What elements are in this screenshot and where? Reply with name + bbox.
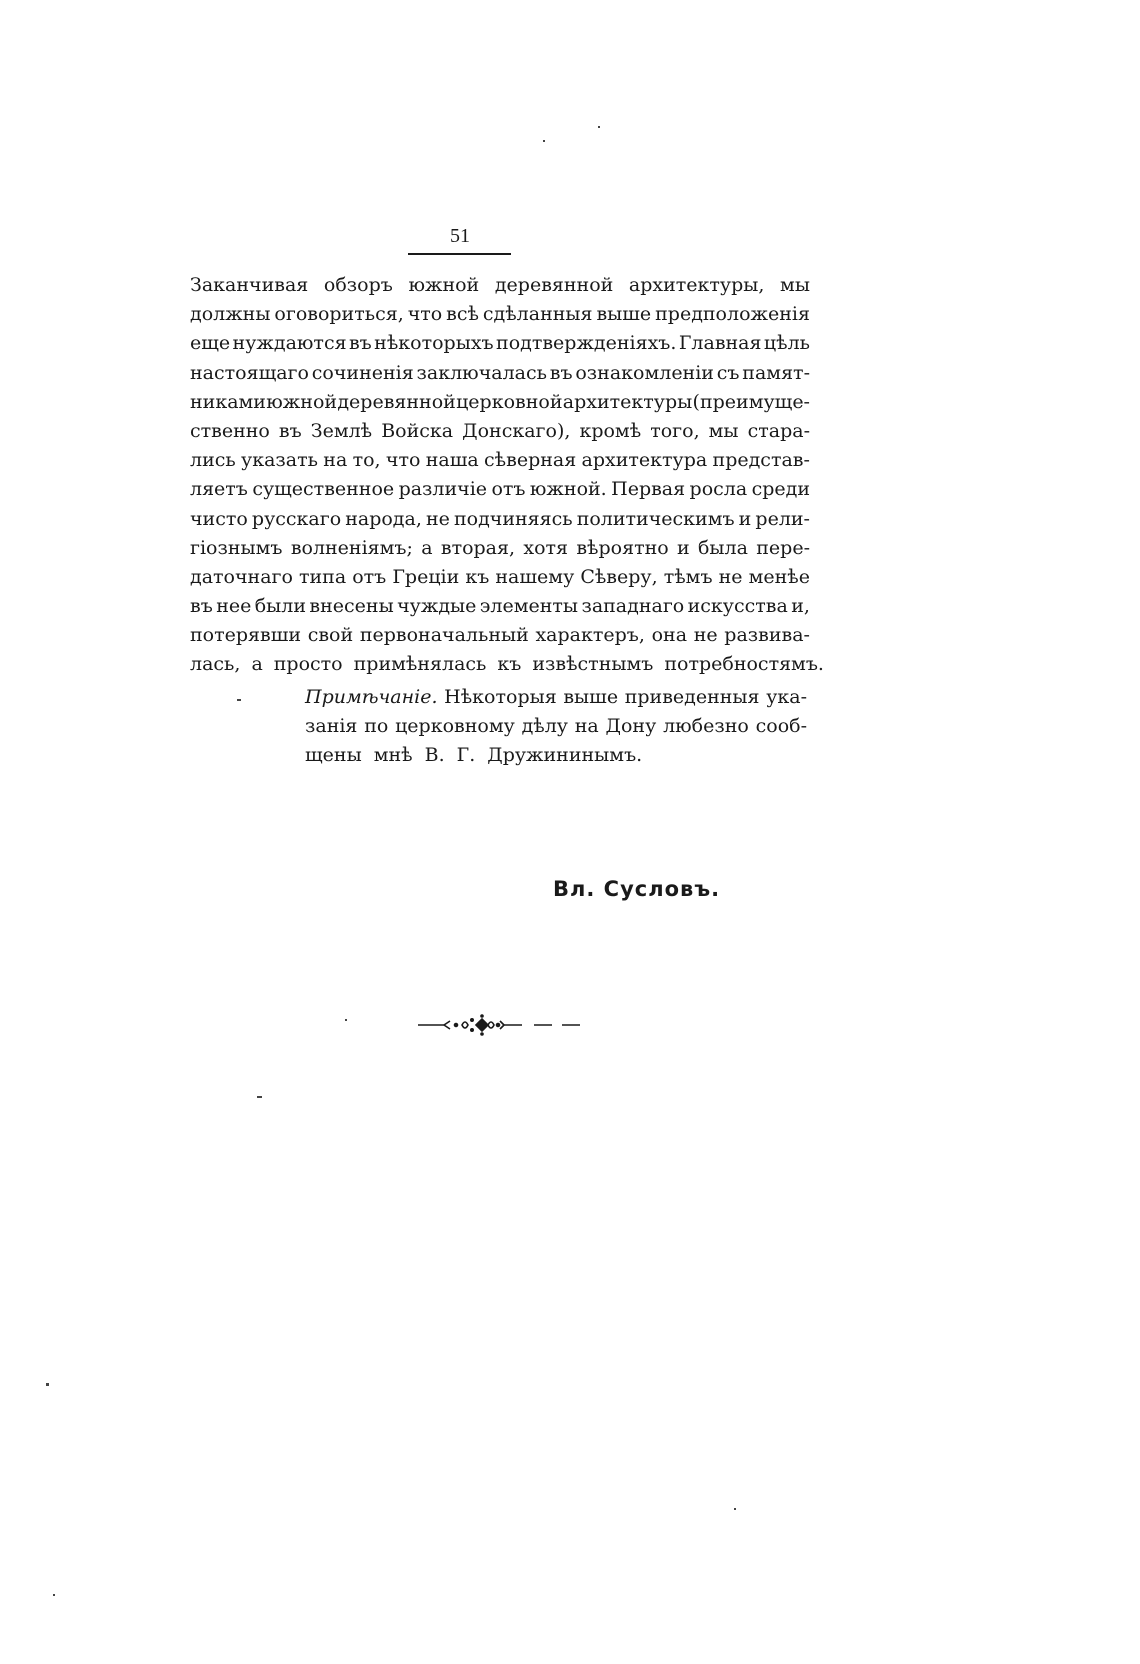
note-line [305,683,807,712]
word: должны [190,303,271,326]
word: просто [273,653,343,676]
paper-speck [543,140,545,142]
text-line [190,505,810,534]
word: и [738,507,752,530]
word: архитектуры, [628,274,765,296]
word: потерявши [190,624,302,647]
word: сдѣланныя [482,303,593,326]
word: всѣ [446,303,479,326]
word: выше [596,303,652,326]
word: вторая, [440,536,516,559]
main-paragraph [190,271,824,680]
word: русскаго [251,507,342,530]
paper-speck [257,1096,262,1098]
word: элементы [479,595,579,618]
text-line [190,563,810,592]
text-line [190,534,810,563]
word: примѣнялась [353,653,487,676]
text-line [190,388,810,417]
word: была [697,536,748,559]
word: заключалась [416,361,547,384]
word: наша [425,449,479,472]
text-line [190,592,810,621]
word: отъ [352,565,387,588]
word: отъ [491,478,526,501]
word: то, [352,449,381,472]
word: съ [716,361,740,384]
word: не [718,565,743,588]
word: она [651,624,688,647]
word: что [385,449,421,472]
word: Войска [381,419,454,442]
word: церковному [395,715,515,737]
word: менѣе [748,565,810,588]
word: сооб- [755,715,807,737]
text-line [190,271,810,300]
word: Первая [611,478,686,501]
word: Сѣверу, [580,565,658,588]
word: извѣстнымъ [532,653,654,676]
word: деревянной [494,274,614,296]
word: архитектуры [562,390,693,413]
word: вѣроятно [576,536,669,559]
ornamental-divider-icon [418,1013,598,1037]
word: чуждые [397,595,477,618]
word: а [421,536,433,559]
page-number-rule [408,253,511,255]
word: ляетъ [190,478,248,501]
word: народа, [345,507,422,530]
text-line [190,446,810,475]
word: ознакомленіи [575,361,714,384]
word: мы [780,274,810,296]
word: Донскаго), [462,419,571,442]
word: росла [689,478,748,501]
word: щены [305,744,362,766]
word: не [693,624,718,647]
author-signature: Вл. Сусловъ. [553,877,721,901]
word: представ- [712,449,810,472]
word: южной. [529,478,607,501]
word: Дону [605,715,657,737]
word: характеръ, [535,624,645,647]
footnote [305,683,807,770]
word: къ [465,565,490,588]
word: ука- [766,686,807,708]
paper-speck [345,1019,347,1021]
word: сѣверная [484,449,577,472]
word: В. [424,744,445,766]
word: въ [190,595,213,618]
word: волненіямъ; [290,536,413,559]
word: Заканчивая [190,274,309,296]
text-line [190,475,810,504]
word: деревянной [337,390,456,413]
word: различіе [398,478,488,501]
word: искусства [687,595,788,618]
word: нее [216,595,252,618]
word: архитектура [581,449,708,472]
word: рели- [755,507,810,530]
word: по [364,715,389,737]
word: нуждаются [232,332,347,355]
word: лись [190,449,236,472]
word: любезно [663,715,749,737]
note-label: Примѣчаніе. [305,686,438,708]
word: не [425,507,450,530]
word: Г. [456,744,476,766]
word: въ [549,361,573,384]
word: настоящаго [190,361,309,384]
word: сочиненія [311,361,414,384]
word: въ [348,332,372,355]
word: ственно [190,419,270,442]
word: гіознымъ [190,536,283,559]
word: и [677,536,690,559]
word: церковной [456,390,563,413]
page-number: 51 [450,225,470,247]
word: свой [307,624,354,647]
word: что [407,303,443,326]
text-line [190,417,810,446]
word: развива- [724,624,810,647]
word: западнаго [581,595,685,618]
word: на [323,449,348,472]
word: еще [190,332,231,355]
word: а [251,653,263,676]
word: Нѣкоторыя [444,686,557,708]
word: потребностямъ. [664,653,824,676]
word: того, [650,419,700,442]
word: и, [791,595,810,618]
word: мнѣ [373,744,413,766]
text-line [190,300,810,329]
word: хотя [523,536,569,559]
word: памят- [742,361,810,384]
word: никами [190,390,266,413]
word: Главная [678,332,762,355]
word: южной [408,274,480,296]
word: среди [751,478,810,501]
text-line [190,621,810,650]
note-line [305,712,807,741]
word: пере- [756,536,810,559]
word: (преимуще- [692,390,810,413]
text-line [190,650,824,679]
word: были [254,595,307,618]
word: приведенныя [624,686,760,708]
word: стара- [747,419,810,442]
word: Землѣ [310,419,373,442]
word: указать [241,449,318,472]
paper-speck [46,1383,49,1386]
word: даточнаго [190,565,293,588]
word: политическимъ [576,507,735,530]
word: лась, [190,653,241,676]
word: оговориться, [274,303,404,326]
word: первоначальный [359,624,529,647]
word: дѣлу [521,715,568,737]
word: Дружининымъ. [487,744,643,766]
paper-speck [598,126,600,128]
word: нѣкоторыхъ [374,332,494,355]
paper-speck [237,699,241,701]
word: цѣль [763,332,810,355]
text-line [190,359,810,388]
word: обзоръ [323,274,393,296]
word: въ [278,419,302,442]
word: кромѣ [579,419,642,442]
word: къ [497,653,522,676]
word: предположенія [655,303,810,326]
word: тѣмъ [663,565,713,588]
word: Греціи [392,565,460,588]
word: типа [299,565,347,588]
word: существенное [252,478,395,501]
word: чисто [190,507,248,530]
text-line [190,329,810,358]
word: на [574,715,599,737]
word: нашему [495,565,575,588]
paper-speck [53,1594,55,1596]
note-line [305,741,807,770]
word: занія [305,715,358,737]
word: мы [708,419,739,442]
word: подтвержденіяхъ. [496,332,677,355]
word: внесены [309,595,394,618]
paper-speck [734,1508,736,1510]
word: подчиняясь [453,507,573,530]
word: южной [266,390,338,413]
word: выше [563,686,619,708]
